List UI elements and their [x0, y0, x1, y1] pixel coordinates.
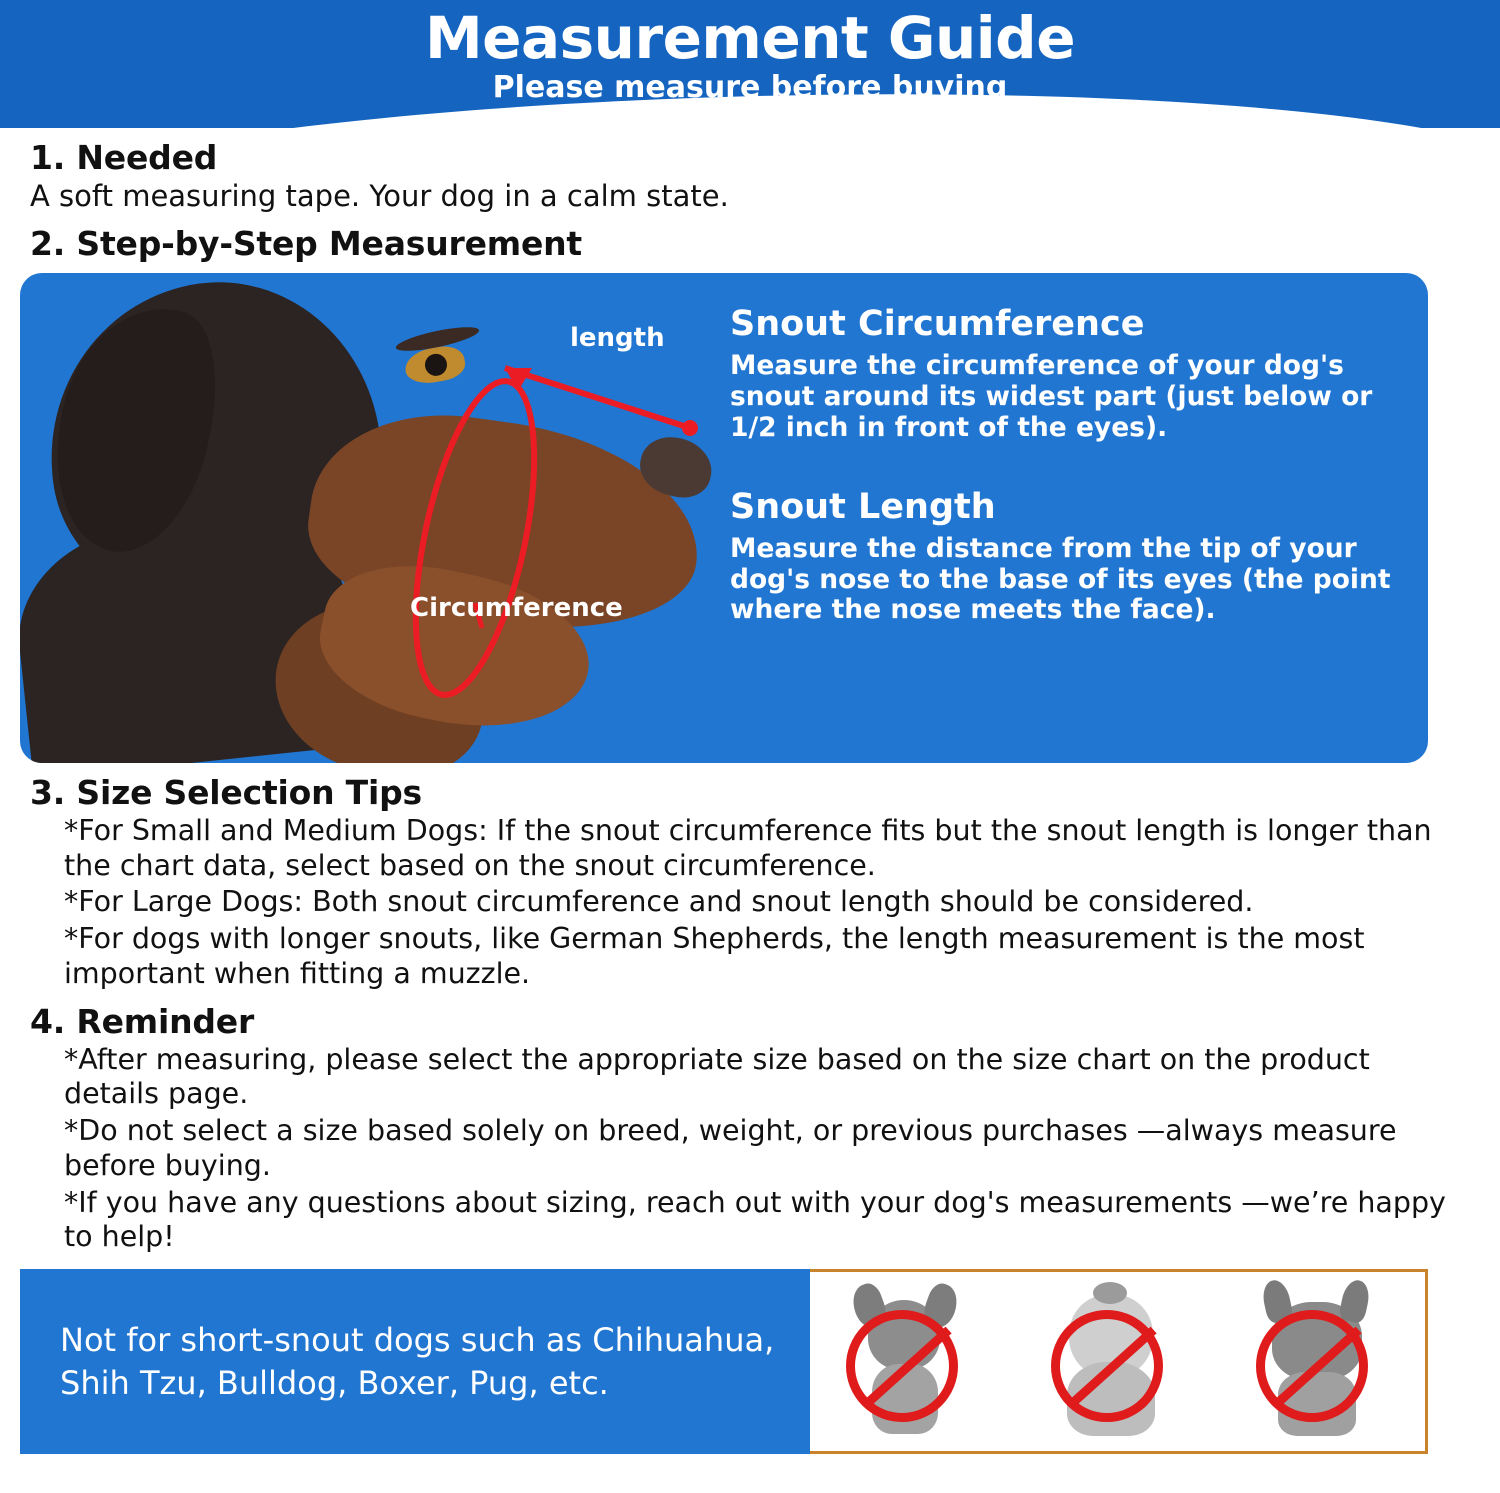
list-item: *For Large Dogs: Both snout circumference and snout length should be considered.	[64, 885, 1254, 919]
section-body-needed: A soft measuring tape. Your dog in a calm state.	[30, 179, 729, 213]
panel-descriptions	[720, 273, 1428, 763]
document-content	[0, 138, 1500, 263]
prohibited-icon	[1256, 1310, 1368, 1422]
section-heading-step-by-step: 2. Step-by-Step Measurement	[30, 223, 583, 263]
bulldog-photo	[1238, 1282, 1408, 1442]
annotation-length-label: length	[570, 322, 665, 353]
snout-length-text: Measure the distance from the tip of your dog's nose to the base of its eyes (the point where the nose meets the face).	[730, 533, 1391, 626]
shih-tzu-photo	[1033, 1282, 1203, 1442]
measurement-illustration-panel	[20, 273, 1428, 763]
list-item: *For Small and Medium Dogs: If the snout circumference fits but the snout length is longer than the chart data, select based on the snout circumference.	[64, 813, 1432, 882]
section-heading-needed: 1. Needed	[30, 138, 218, 177]
warning-banner	[20, 1269, 1428, 1454]
warning-text: Not for short-snout dogs such as Chihuahua, Shih Tzu, Bulldog, Boxer, Pug, etc.	[60, 1320, 775, 1402]
page-title: Measurement Guide	[424, 4, 1076, 72]
tips-list	[30, 814, 1470, 992]
chihuahua-photo	[828, 1282, 998, 1442]
prohibited-icon	[1051, 1310, 1163, 1422]
snout-circumference-text: Measure the circumference of your dog's snout around its widest part (just below or 1/2 inch in front of the eyes).	[730, 350, 1373, 443]
reminder-list	[30, 1043, 1470, 1256]
page-header	[0, 0, 1500, 128]
snout-circumference-title: Snout Circumference	[730, 303, 1145, 344]
page-subtitle: Please measure before buying	[492, 70, 1008, 106]
annotation-circumference-label: Circumference	[410, 592, 623, 623]
prohibited-icon	[846, 1310, 958, 1422]
document-content-lower	[0, 773, 1500, 1255]
list-item: *For dogs with longer snouts, like German Shepherds, the length measurement is the most important when fitting a muzzle.	[64, 922, 1365, 990]
list-item: *If you have any questions about sizing, reach out with your dog's measurements —we’re happy to help!	[64, 1185, 1446, 1254]
warning-text-area	[20, 1269, 810, 1454]
excluded-breeds-photos	[810, 1269, 1428, 1454]
list-item: *Do not select a size based solely on breed, weight, or previous purchases —always measure before buying.	[64, 1114, 1397, 1182]
list-item: *After measuring, please select the appropriate size based on the size chart on the product details page.	[64, 1042, 1370, 1111]
snout-length-title: Snout Length	[730, 486, 996, 527]
dog-illustration	[20, 273, 720, 763]
section-heading-tips: 3. Size Selection Tips	[30, 772, 422, 812]
section-heading-reminder: 4. Reminder	[30, 1001, 255, 1041]
